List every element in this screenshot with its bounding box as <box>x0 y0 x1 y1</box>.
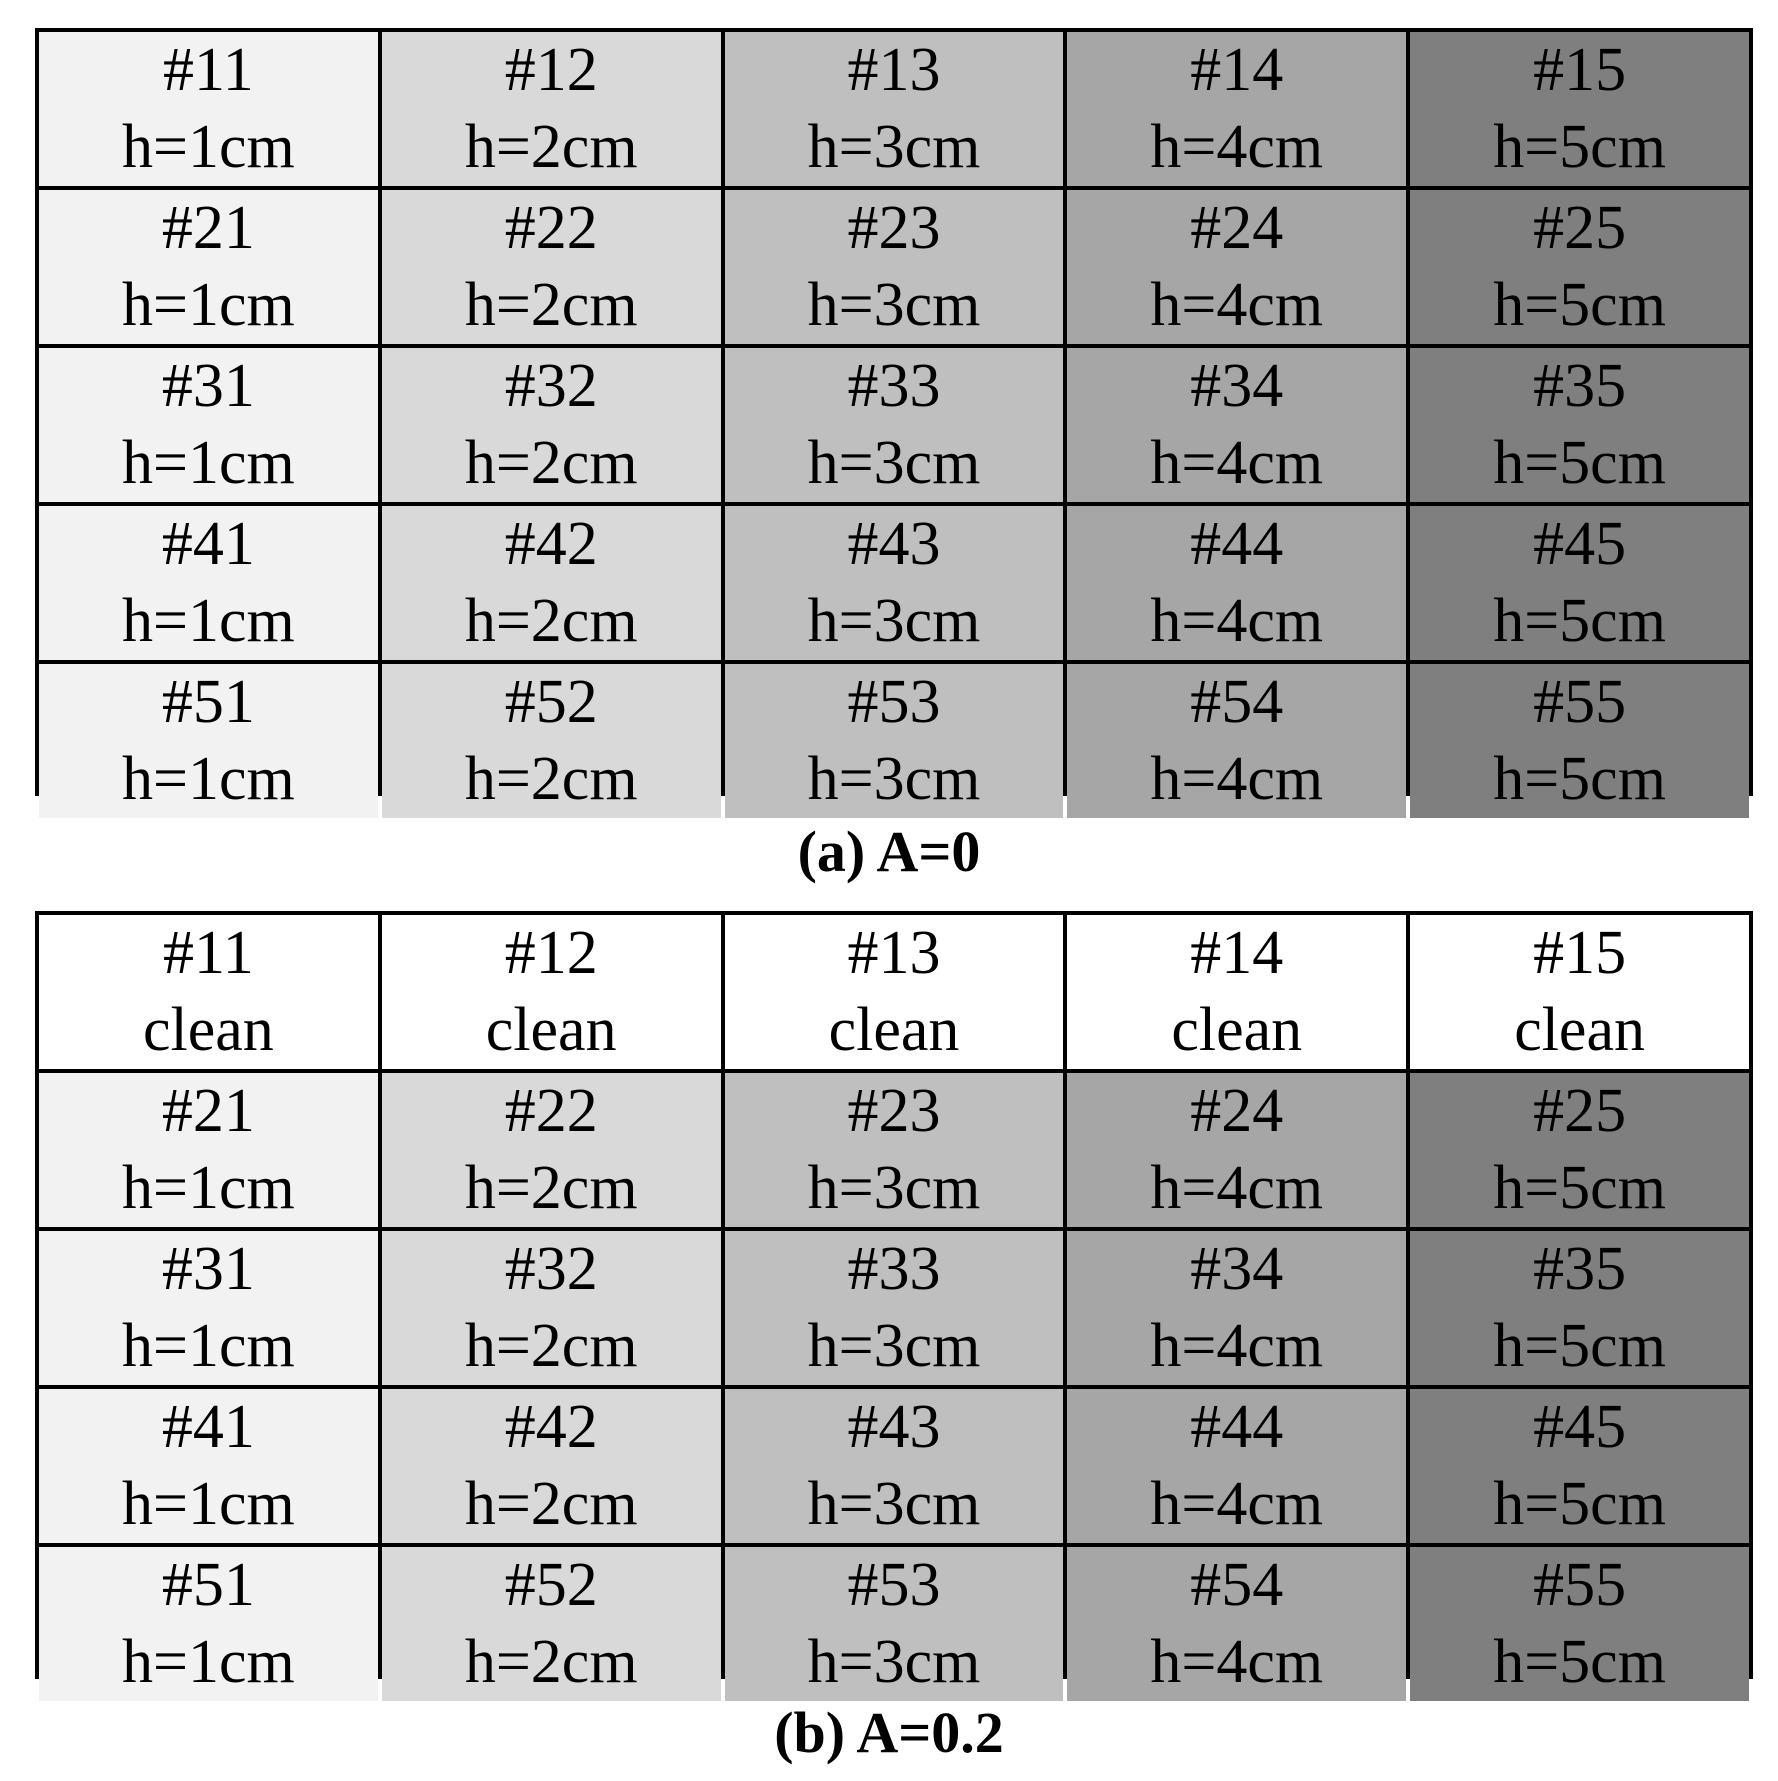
cell-label: clean <box>1514 996 1645 1064</box>
cell-id: #25 <box>1533 194 1627 262</box>
cell-id: #14 <box>1190 36 1284 104</box>
cell-label: h=3cm <box>807 271 981 339</box>
cell-id: #44 <box>1190 1393 1284 1461</box>
cell-label: h=2cm <box>464 1154 638 1222</box>
cell-label: h=1cm <box>122 1154 295 1222</box>
cell-id: #35 <box>1533 1235 1627 1303</box>
cell-id: #21 <box>161 1077 255 1145</box>
grid-cell <box>382 506 721 660</box>
cell-label: h=4cm <box>1150 1312 1324 1380</box>
grid-cell <box>1067 915 1406 1069</box>
cell-label: clean <box>828 996 960 1064</box>
cell-label: h=3cm <box>807 113 981 181</box>
grid-cell <box>1067 32 1406 186</box>
grid-cell <box>1410 1231 1749 1385</box>
cell-id: #43 <box>847 1393 941 1461</box>
grid-cell <box>1067 1073 1406 1227</box>
cell-label: h=2cm <box>464 113 638 181</box>
cell-id: #14 <box>1190 919 1284 987</box>
cell-label: h=2cm <box>464 587 638 655</box>
cell-id: #31 <box>161 352 255 420</box>
cell-id: #33 <box>847 1235 941 1303</box>
cell-label: h=4cm <box>1150 1154 1324 1222</box>
grid-cell <box>725 915 1064 1069</box>
grid-cell <box>1067 1389 1406 1543</box>
grid-cell <box>382 348 721 502</box>
grid-cell <box>1410 1547 1749 1701</box>
grid-cell <box>382 1389 721 1543</box>
cell-id: #24 <box>1190 1077 1284 1145</box>
grid-cell <box>725 32 1064 186</box>
grid-cell <box>1410 664 1749 818</box>
cell-label: h=4cm <box>1150 745 1324 813</box>
grid-cell <box>382 190 721 344</box>
grid-cell <box>382 1231 721 1385</box>
cell-label: h=1cm <box>122 271 295 339</box>
cell-id: #22 <box>504 1077 598 1145</box>
cell-id: #51 <box>161 1551 255 1619</box>
grid-cell <box>382 915 721 1069</box>
cell-id: #55 <box>1533 1551 1627 1619</box>
cell-label: h=5cm <box>1493 429 1666 497</box>
cell-id: #13 <box>847 919 941 987</box>
cell-id: #11 <box>163 919 254 987</box>
cell-label: h=2cm <box>464 271 638 339</box>
cell-label: h=5cm <box>1493 271 1666 339</box>
cell-label: h=2cm <box>464 1628 638 1696</box>
cell-id: #35 <box>1533 352 1627 420</box>
cell-label: h=4cm <box>1150 1628 1324 1696</box>
cell-id: #55 <box>1533 668 1627 736</box>
cell-id: #52 <box>504 668 598 736</box>
grid-cell <box>725 664 1064 818</box>
cell-label: h=3cm <box>807 1470 981 1538</box>
cell-label: h=4cm <box>1150 587 1324 655</box>
cell-id: #42 <box>504 510 598 578</box>
cell-id: #51 <box>161 668 255 736</box>
grid-cell <box>39 1073 378 1227</box>
cell-id: #24 <box>1190 194 1284 262</box>
cell-id: #31 <box>161 1235 255 1303</box>
cell-id: #53 <box>847 668 941 736</box>
grid-cell <box>1410 348 1749 502</box>
cell-label: h=5cm <box>1493 1154 1666 1222</box>
grid-cell <box>725 1231 1064 1385</box>
grid-cell <box>725 1389 1064 1543</box>
grid-cell <box>39 1231 378 1385</box>
cell-id: #52 <box>504 1551 598 1619</box>
cell-id: #23 <box>847 1077 941 1145</box>
cell-id: #32 <box>504 1235 598 1303</box>
cell-id: #11 <box>163 36 254 104</box>
grid-cell <box>39 348 378 502</box>
grid-panel-b <box>35 911 1753 1696</box>
cell-label: h=3cm <box>807 1628 981 1696</box>
caption-a: (a) A=0 <box>797 819 981 884</box>
cell-label: h=3cm <box>807 1312 981 1380</box>
cell-id: #34 <box>1190 1235 1284 1303</box>
cell-id: #12 <box>504 919 598 987</box>
grid-panel-a <box>35 28 1753 813</box>
cell-label: clean <box>485 996 617 1064</box>
cell-id: #43 <box>847 510 941 578</box>
grid-cell <box>725 506 1064 660</box>
cell-id: #44 <box>1190 510 1284 578</box>
grid-cell <box>39 664 378 818</box>
cell-label: h=5cm <box>1493 113 1666 181</box>
cell-label: h=1cm <box>122 1470 295 1538</box>
cell-label: h=2cm <box>464 745 638 813</box>
cell-label: h=3cm <box>807 745 981 813</box>
cell-label: h=3cm <box>807 587 981 655</box>
cell-id: #54 <box>1190 668 1284 736</box>
grid-cell <box>1410 506 1749 660</box>
grid-cell <box>725 190 1064 344</box>
grid-cell <box>39 1547 378 1701</box>
grid-cell <box>382 1073 721 1227</box>
cell-id: #54 <box>1190 1551 1284 1619</box>
cell-label: h=1cm <box>122 113 295 181</box>
grid-cell <box>1410 1389 1749 1543</box>
cell-label: h=2cm <box>464 1312 638 1380</box>
cell-id: #25 <box>1533 1077 1627 1145</box>
cell-label: h=5cm <box>1493 745 1666 813</box>
cell-id: #45 <box>1533 510 1627 578</box>
cell-label: h=3cm <box>807 1154 981 1222</box>
cell-label: h=5cm <box>1493 1312 1666 1380</box>
grid-cell <box>382 32 721 186</box>
grid-cell <box>39 32 378 186</box>
grid-cell <box>39 1389 378 1543</box>
cell-id: #13 <box>847 36 941 104</box>
cell-id: #42 <box>504 1393 598 1461</box>
grid-cell <box>1067 664 1406 818</box>
cell-id: #32 <box>504 352 598 420</box>
cell-label: h=2cm <box>464 429 638 497</box>
grid-cell <box>725 348 1064 502</box>
cell-label: h=1cm <box>122 1312 295 1380</box>
grid-cell <box>1410 190 1749 344</box>
grid-cell <box>725 1073 1064 1227</box>
cell-label: h=4cm <box>1150 429 1324 497</box>
grid-cell <box>39 506 378 660</box>
cell-id: #23 <box>847 194 941 262</box>
cell-label: h=5cm <box>1493 1628 1666 1696</box>
cell-id: #41 <box>161 1393 255 1461</box>
cell-id: #21 <box>161 194 255 262</box>
grid-cell <box>725 1547 1064 1701</box>
cell-label: h=1cm <box>122 745 295 813</box>
grid-cell <box>1067 1547 1406 1701</box>
cell-label: h=1cm <box>122 429 295 497</box>
cell-label: clean <box>1171 996 1303 1064</box>
cell-id: #22 <box>504 194 598 262</box>
cell-label: h=4cm <box>1150 113 1324 181</box>
cell-id: #41 <box>161 510 255 578</box>
grid-cell <box>1067 1231 1406 1385</box>
cell-label: h=4cm <box>1150 1470 1324 1538</box>
grid-cell <box>1067 190 1406 344</box>
grid-cell <box>1410 915 1749 1069</box>
cell-label: h=5cm <box>1493 1470 1666 1538</box>
caption-b: (b) A=0.2 <box>774 1700 1004 1765</box>
grid-cell <box>39 915 378 1069</box>
grid-cell <box>1067 348 1406 502</box>
cell-label: h=1cm <box>122 1628 295 1696</box>
grid-cell <box>1410 1073 1749 1227</box>
cell-id: #53 <box>847 1551 941 1619</box>
cell-id: #15 <box>1533 36 1627 104</box>
cell-id: #34 <box>1190 352 1284 420</box>
cell-label: h=5cm <box>1493 587 1666 655</box>
cell-label: h=2cm <box>464 1470 638 1538</box>
grid-cell <box>382 1547 721 1701</box>
grid-cell <box>382 664 721 818</box>
cell-id: #12 <box>504 36 598 104</box>
cell-id: #33 <box>847 352 941 420</box>
cell-label: h=1cm <box>122 587 295 655</box>
cell-id: #15 <box>1533 919 1627 987</box>
grid-cell <box>1410 32 1749 186</box>
cell-label: clean <box>143 996 274 1064</box>
grid-cell <box>1067 506 1406 660</box>
cell-label: h=3cm <box>807 429 981 497</box>
grid-cell <box>39 190 378 344</box>
cell-label: h=4cm <box>1150 271 1324 339</box>
cell-id: #45 <box>1533 1393 1627 1461</box>
